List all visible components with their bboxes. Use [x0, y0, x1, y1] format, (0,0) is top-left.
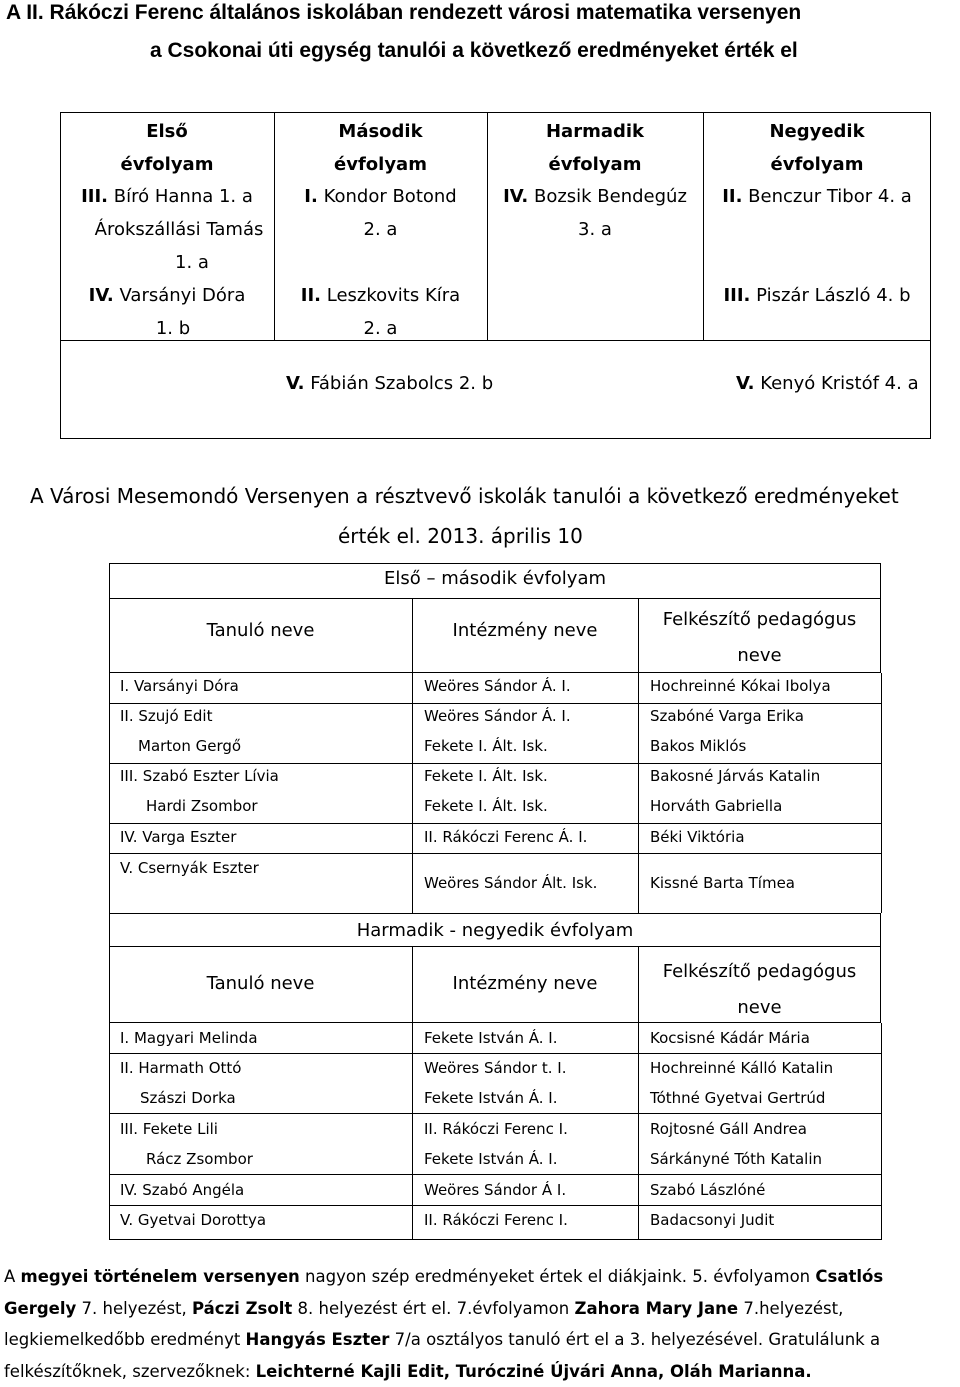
math-result-entry: II. Benczur Tibor 4. a: [722, 186, 912, 207]
document-title-line-1: A II. Rákóczi Ferenc általános iskolában rendezett városi matematika versenyen: [6, 1, 802, 24]
storytelling-intro-line-2: érték el. 2013. április 10: [338, 524, 583, 548]
teacher-name: Sárkányné Tóth Katalin: [650, 1150, 823, 1168]
math-result-entry: V. Kenyó Kristóf 4. a: [736, 373, 919, 394]
column-header-school: Intézmény neve: [452, 973, 598, 994]
school-name: II. Rákóczi Ferenc Á. I.: [424, 828, 588, 846]
math-result-entry: 2. a: [363, 318, 398, 339]
header-fourth-grade-1: Negyedik: [769, 121, 865, 142]
teacher-name: Horváth Gabriella: [650, 797, 783, 815]
storytelling-intro-line-1: A Városi Mesemondó Versenyen a résztvevő iskolák tanulói a következő eredményeket: [30, 484, 899, 508]
student-name: Szászi Dorka: [140, 1089, 236, 1107]
teacher-name: Bakos Miklós: [650, 737, 747, 755]
header-second-grade-1: Második: [338, 121, 423, 142]
student-name: III. Szabó Eszter Lívia: [120, 767, 279, 785]
school-name: II. Rákóczi Ferenc I.: [424, 1211, 568, 1229]
teacher-name: Szabó Lászlóné: [650, 1181, 766, 1199]
section-title-grades-3-4: Harmadik - negyedik évfolyam: [356, 920, 634, 941]
column-header-student: Tanuló neve: [206, 620, 315, 641]
school-name: Fekete István Á. I.: [424, 1089, 558, 1107]
student-name: I. Magyari Melinda: [120, 1029, 258, 1047]
section-title-grades-1-2: Első – második évfolyam: [383, 568, 607, 589]
student-name: IV. Szabó Angéla: [120, 1181, 245, 1199]
header-fourth-grade-2: évfolyam: [770, 154, 864, 175]
math-result-entry: IV. Bozsik Bendegúz: [503, 186, 687, 207]
school-name: Fekete István Á. I.: [424, 1150, 558, 1168]
teacher-name: Bakosné Járvás Katalin: [650, 767, 821, 785]
student-name: I. Varsányi Dóra: [120, 677, 239, 695]
school-name: Weöres Sándor Á I.: [424, 1181, 567, 1199]
teacher-name: Szabóné Varga Erika: [650, 707, 804, 725]
teacher-name: Kocsisné Kádár Mária: [650, 1029, 810, 1047]
school-name: Fekete István Á. I.: [424, 1029, 558, 1047]
school-name: II. Rákóczi Ferenc I.: [424, 1120, 568, 1138]
header-first-grade-1: Első: [146, 121, 188, 142]
school-name: Weöres Sándor Á. I.: [424, 707, 571, 725]
math-result-entry: 3. a: [578, 219, 612, 240]
teacher-name: Tóthné Gyetvai Gertrúd: [650, 1089, 826, 1107]
document-title-line-2: a Csokonai úti egység tanulói a következő eredményeket érték el: [150, 39, 798, 62]
student-name: II. Harmath Ottó: [120, 1059, 242, 1077]
math-result-entry: IV. Varsányi Dóra: [88, 285, 246, 306]
column-header-student: Tanuló neve: [206, 973, 315, 994]
student-name: III. Fekete Lili: [120, 1120, 218, 1138]
math-result-entry: I. Kondor Botond: [304, 186, 457, 207]
school-name: Fekete I. Ált. Isk.: [424, 797, 548, 815]
history-competition-paragraph: A megyei történelem versenyen nagyon szép eredményeket értek el diákjaink. 5. évfolyamon Csatlós Gergely 7. helyezést, Páczi Zsolt 8. helyezést ért el. 7.évfolyamon Zahora Mary Jane 7.helyezést, legkiemelkedőbb eredményt Hangyás Eszter 7/a osztályos tanuló ért el a 3. helyezésével. Gratulálunk a felkészítőknek, szervezőknek: Leichterné Kajli Edit, Turócziné Újvári Anna, Oláh Marianna.: [4, 1267, 884, 1381]
column-header-teacher-1: Felkészítő pedagógus: [662, 609, 857, 630]
teacher-name: Hochreinné Kókai Ibolya: [650, 677, 831, 695]
math-result-entry: V. Fábián Szabolcs 2. b: [286, 373, 494, 394]
teacher-name: Kissné Barta Tímea: [650, 874, 795, 892]
student-name: V. Csernyák Eszter: [120, 859, 259, 877]
column-header-teacher-1: Felkészítő pedagógus: [662, 961, 857, 982]
column-header-school: Intézmény neve: [452, 620, 598, 641]
student-name: Rácz Zsombor: [146, 1150, 253, 1168]
math-result-entry: III. Piszár László 4. b: [723, 285, 911, 306]
teacher-name: Rojtosné Gáll Andrea: [650, 1120, 807, 1138]
school-name: Weöres Sándor Ált. Isk.: [424, 874, 598, 892]
student-name: Hardi Zsombor: [146, 797, 258, 815]
math-result-entry: 1. a: [175, 252, 209, 273]
header-second-grade-2: évfolyam: [334, 154, 427, 175]
column-header-teacher-2: neve: [737, 645, 782, 666]
student-name: IV. Varga Eszter: [120, 828, 237, 846]
math-result-entry: 2. a: [363, 219, 398, 240]
school-name: Fekete I. Ált. Isk.: [424, 737, 548, 755]
teacher-name: Badacsonyi Judit: [650, 1211, 775, 1229]
header-third-grade-2: évfolyam: [548, 154, 642, 175]
student-name: V. Gyetvai Dorottya: [120, 1211, 267, 1229]
header-third-grade-1: Harmadik: [545, 121, 644, 142]
student-name: Marton Gergő: [138, 737, 242, 755]
school-name: Weöres Sándor Á. I.: [424, 677, 571, 695]
header-first-grade-2: évfolyam: [120, 154, 214, 175]
teacher-name: Béki Viktória: [650, 828, 745, 846]
math-result-entry: 1. b: [155, 318, 191, 339]
math-result-entry: III. Bíró Hanna 1. a: [81, 186, 253, 207]
column-header-teacher-2: neve: [737, 997, 782, 1018]
school-name: Weöres Sándor t. I.: [424, 1059, 567, 1077]
teacher-name: Hochreinné Kálló Katalin: [650, 1059, 834, 1077]
school-name: Fekete I. Ált. Isk.: [424, 767, 548, 785]
math-result-entry: II. Leszkovits Kíra: [300, 285, 461, 306]
math-result-entry: Árokszállási Tamás: [94, 219, 264, 240]
student-name: II. Szujó Edit: [120, 707, 213, 725]
